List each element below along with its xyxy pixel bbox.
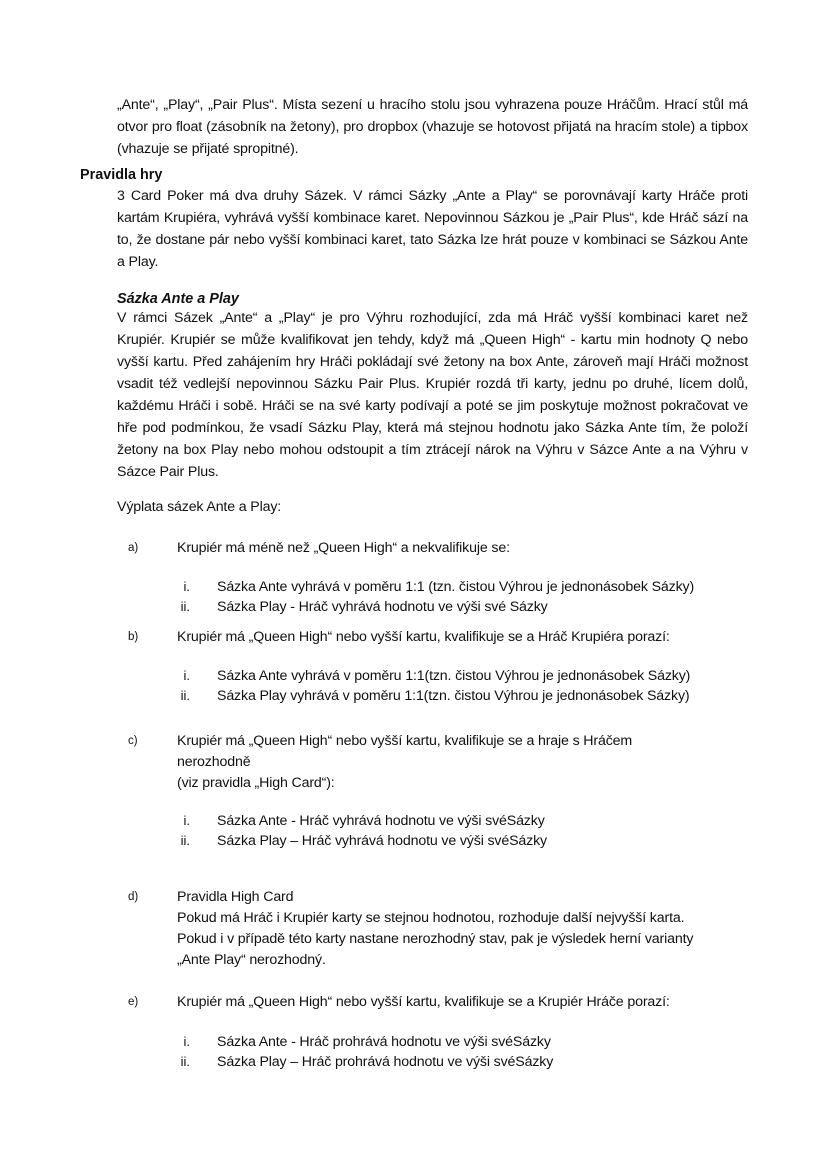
subitem-text: Sázka Play - Hráč vyhrává hodnotu ve výši své Sázky — [217, 599, 548, 615]
case-marker: d) — [128, 891, 139, 903]
case-text-line-3: (viz pravidla „High Card“): — [177, 775, 335, 791]
payout-intro: Výplata sázek Ante a Play: — [117, 499, 282, 515]
case-d-line-2 — [0, 907, 828, 929]
subitem-marker: i. — [183, 813, 190, 828]
subitem-marker: ii. — [180, 1054, 190, 1069]
subitem-marker: ii. — [180, 833, 190, 848]
case-marker: b) — [128, 631, 139, 643]
case-b-subitem-1 — [0, 666, 828, 686]
case-text-line-1: Pravidla High Card — [177, 889, 294, 905]
subitem-text: Sázka Play – Hráč vyhrává hodnotu ve výši svéSázky — [217, 833, 548, 849]
case-marker: c) — [128, 735, 138, 747]
case-text-line-4: „Ante Play“ nerozhodný. — [177, 952, 326, 968]
subitem-text: Sázka Play – Hráč prohrává hodnotu ve výši svéSázky — [217, 1054, 554, 1070]
case-text: Krupiér má méně než „Queen High“ a nekvalifikuje se: — [177, 540, 510, 556]
case-text-line-1: Krupiér má „Queen High“ nebo vyšší kartu, kvalifikuje se a hraje s Hráčem — [177, 733, 633, 749]
case-text-line-2: Pokud má Hráč i Krupiér karty se stejnou hodnotou, rozhoduje další nejvyšší karta. — [177, 910, 685, 926]
ante-play-paragraph: V rámci Sázek „Ante“ a „Play“ je pro Výhru rozhodující, zda má Hráč vyšší kombinaci karet než Krupiér. Krupiér se může kvalifikovat jen tehdy, když má „Queen High“ - kartu min hodnoty Q nebo vyšší kartu. Před zahájením hry Hráči pokládají své žetony na box Ante, zároveň mají Hráči možnost vsadit též vedlejší nepovinnou Sázku Pair Plus. Krupiér rozdá tři karty, jednu po druhé, lícem dolů, každému Hráči i sobě. Hráči se na své karty podívají a poté se jim poskytuje možnost pokračovat ve hře pod podmínkou, že vsadí Sázku Play, která má stejnou hodnotu jako Sázka Ante tím, že položí žetony na box Play nebo mohou odstoupit a tím ztrácejí nárok na Výhru v Sázce Ante a na Výhru v Sázce Pair Plus. — [117, 310, 748, 480]
case-b-subitem-2 — [0, 686, 828, 706]
case-text: Krupiér má „Queen High“ nebo vyšší kartu, kvalifikuje se a Hráč Krupiéra porazí: — [177, 629, 670, 645]
case-c-subitem-2 — [0, 831, 828, 851]
subitem-marker: i. — [183, 579, 190, 594]
subitem-marker: ii. — [180, 688, 190, 703]
case-d-line-4 — [0, 949, 828, 971]
case-text: Krupiér má „Queen High“ nebo vyšší kartu, kvalifikuje se a Krupiér Hráče porazí: — [177, 994, 670, 1010]
case-c-line-3 — [0, 772, 828, 794]
rules-paragraph: 3 Card Poker má dva druhy Sázek. V rámci Sázky „Ante a Play“ se porovnávají karty Hráče proti kartám Krupiéra, vyhrává vyšší kombinace karet. Nepovinnou Sázkou je „Pair Plus“, kde Hráč sází na to, že dostane pár nebo vyšší kombinaci karet, tato Sázka lze hrát pouze v kombinaci se Sázkou Ante a Play. — [117, 188, 748, 270]
case-text-line-2: nerozhodně — [177, 754, 251, 770]
case-d — [0, 886, 828, 908]
case-marker: e) — [128, 996, 139, 1008]
case-a-subitem-2 — [0, 597, 828, 617]
case-text-line-3: Pokud i v případě této karty nastane nerozhodný stav, pak je výsledek herní varianty — [177, 931, 694, 947]
subitem-text: Sázka Ante - Hráč vyhrává hodnotu ve výši svéSázky — [217, 813, 545, 829]
subitem-text: Sázka Ante - Hráč prohrává hodnotu ve výši svéSázky — [217, 1034, 551, 1050]
case-e-subitem-2 — [0, 1052, 828, 1072]
case-d-line-3 — [0, 928, 828, 950]
case-e-subitem-1 — [0, 1032, 828, 1052]
section-heading-rules: Pravidla hry — [80, 167, 163, 183]
case-marker: a) — [128, 542, 139, 554]
subsection-heading-ante-play: Sázka Ante a Play — [117, 291, 239, 307]
subitem-text: Sázka Ante vyhrává v poměru 1:1(tzn. čistou Výhrou je jednonásobek Sázky) — [217, 668, 691, 684]
case-c — [0, 730, 828, 752]
case-a — [0, 537, 828, 559]
subitem-text: Sázka Ante vyhrává v poměru 1:1 (tzn. čistou Výhrou je jednonásobek Sázky) — [217, 579, 695, 595]
case-b — [0, 626, 828, 648]
subitem-marker: i. — [183, 668, 190, 683]
case-c-subitem-1 — [0, 811, 828, 831]
subitem-text: Sázka Play vyhrává v poměru 1:1(tzn. čistou Výhrou je jednonásobek Sázky) — [217, 688, 690, 704]
case-c-line-2 — [0, 751, 828, 773]
intro-paragraph: „Ante“, „Play“, „Pair Plus“. Místa sezení u hracího stolu jsou vyhrazena pouze Hráčům. Hrací stůl má otvor pro float (zásobník na žetony), pro dropbox (vhazuje se hotovost přijatá na hracím stole) a tipbox (vhazuje se přijaté spropitné). — [117, 97, 748, 157]
case-a-subitem-1 — [0, 577, 828, 597]
case-e — [0, 991, 828, 1013]
subitem-marker: i. — [183, 1034, 190, 1049]
subitem-marker: ii. — [180, 599, 190, 614]
